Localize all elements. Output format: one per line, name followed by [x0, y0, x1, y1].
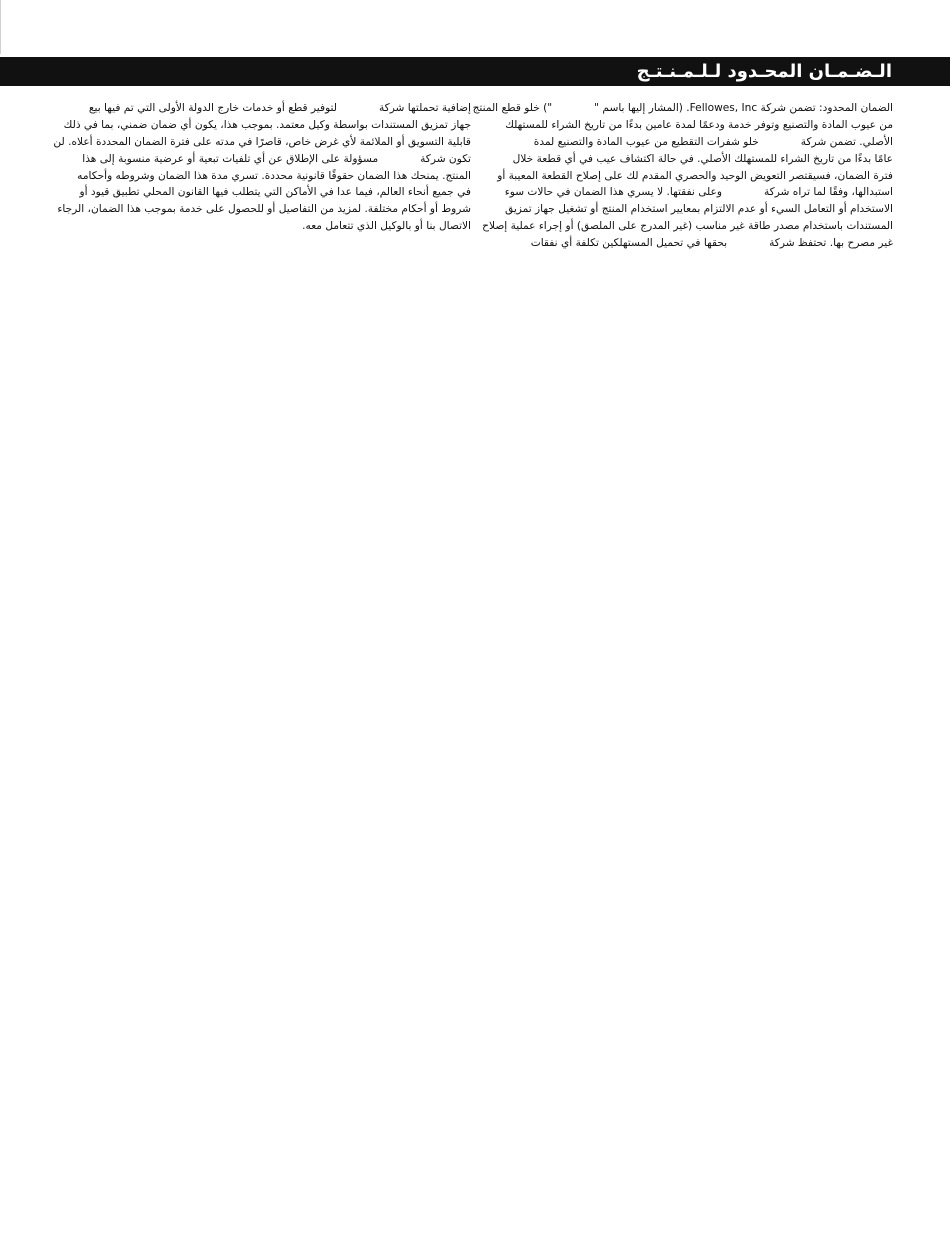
page-edge-rule [0, 0, 1, 54]
warranty-line: جهاز تمزيق المستندات بواسطة وكيل معتمد. بموجب هذا، يكون أي ضمان ضمني، بما في ذلك [63, 118, 471, 131]
warranty-line: غير مصرح بها. تحتفظ شركةبحقها في تحميل المستهلكين تكلفة أي نفقات [530, 237, 893, 250]
warranty-line: المنتج. يمنحك هذا الضمان حقوقًا قانونية محددة. تسري مدة هذا الضمان وشروطه وأحكامه [77, 169, 471, 182]
warranty-line: عامًا بدءًا من تاريخ الشراء للمستهلك الأصلي. في حالة اكتشاف عيب في أي قطعة خلال [512, 152, 893, 165]
warranty-line: قابلية التسويق أو الملائمة لأي غرض خاص، قاصرًا في مدته على فترة الضمان المحددة أعلاه. لن [53, 135, 471, 148]
warranty-text-column-right [472, 100, 893, 252]
section-header-band [0, 57, 950, 86]
section-title: الـضـمـان المحـدود لـلـمـنـتـج [636, 61, 892, 82]
warranty-line: الاتصال بنا أو بالوكيل الذي تتعامل معه. [302, 220, 471, 233]
warranty-line: من عيوب المادة والتصنيع وتوفر خدمة ودعمًا لمدة عامين بدءًا من تاريخ الشراء للمستهلك [505, 118, 893, 131]
warranty-line: فترة الضمان، فسيقتصر التعويض الوحيد والحصري المقدم لك على إصلاح القطعة المعيبة أو [497, 169, 893, 182]
warranty-line: استبدالها، وفقًا لما تراه شركةوعلى نفقتها. لا يسري هذا الضمان في حالات سوء [504, 186, 893, 199]
warranty-line: شروط أو أحكام مختلفة. لمزيد من التفاصيل أو للحصول على خدمة بموجب هذا الضمان، الرجاء [57, 203, 471, 216]
warranty-line: المستندات باستخدام مصدر طاقة غير مناسب (غير المدرج على الملصق) أو إجراء عملية إصلاح [482, 220, 893, 233]
warranty-line: إضافية تحملتها شركةلتوفير قطع أو خدمات خارج الدولة الأولى التي تم فيها بيع [88, 102, 471, 114]
warranty-text-column-left [53, 100, 471, 235]
warranty-line: تكون شركةمسؤولة على الإطلاق عن أي تلفيات تبعية أو عرضية منسوبة إلى هذا [82, 152, 471, 165]
warranty-line: الاستخدام أو التعامل السيء أو عدم الالتزام بمعايير استخدام المنتج أو تشغيل جهاز تمزيق [504, 203, 893, 216]
warranty-line: الأصلي. تضمن شركةخلو شفرات التقطيع من عيوب المادة والتصنيع لمدة [533, 135, 893, 148]
warranty-line: في جميع أنحاء العالم، فيما عدا في الأماكن التي يتطلب فيها القانون المحلي تطبيق قيود أو [79, 186, 471, 199]
warranty-line: الضمان المحدود: تضمن شركة Fellowes, Inc. (المشار إليها باسم "") خلو قطع المنتج [472, 102, 893, 114]
